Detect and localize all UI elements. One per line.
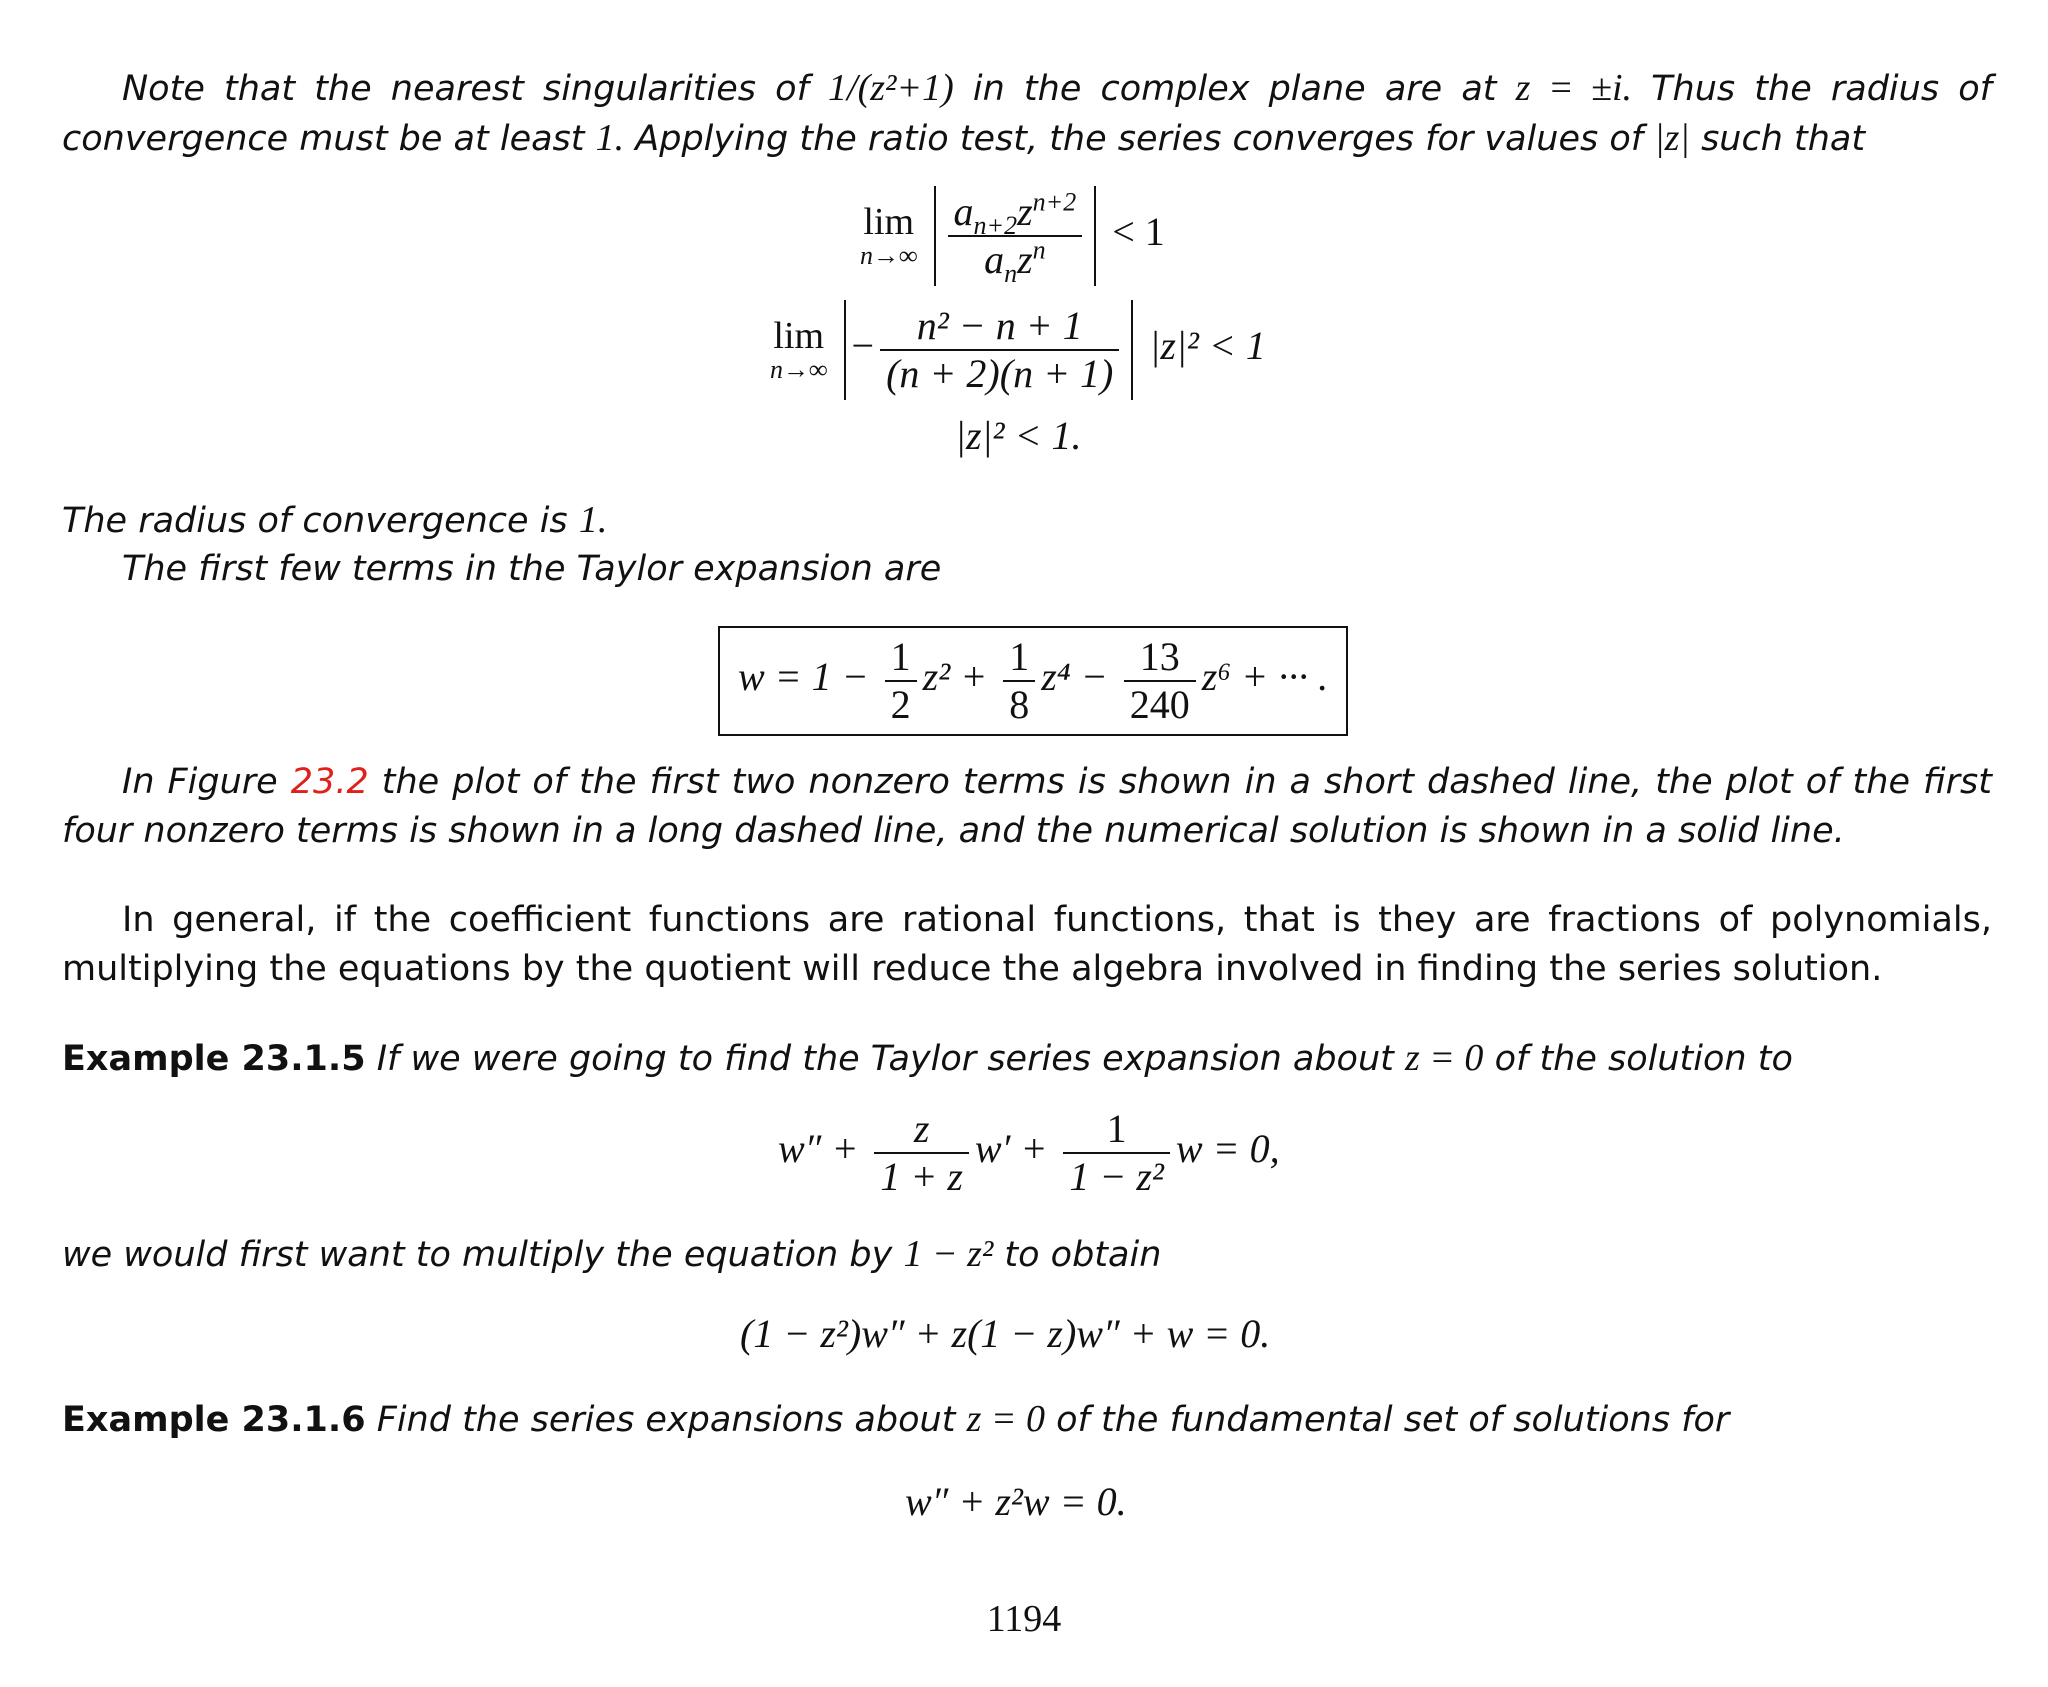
example-label: Example 23.1.5 [62,1039,366,1079]
equation-ratio-result: |z|² < 1. [955,413,1082,458]
equation-ode-original: w″ + $\frac{z}{1 + z}$ w′ + $\frac{1}{\text{1 − z²}}$ w = 0, [778,1106,1280,1199]
paragraph-singularities: Note that the nearest singularities of 1/(z²+1) in the complex plane are at z = ±i. Thus the radius of convergence must be at least 1. Applying the ratio test, the series converges for values of |z| such that [62,67,1992,159]
equation-airy: w″ + z²w = 0. [905,1479,1127,1524]
paragraph-rational-functions: In general, if the coefficient functions are rational functions, that is they are fractions of polynomials, multiplying the equations by the quotient will reduce the algebra involved in finding the series solution. [62,900,1992,989]
equation-ratio-simplified: lim n→∞ − $\frac{\text{n² − n + 1}}{(n + 2)(n + 1)}$ |z|² < 1 [770,300,1266,400]
inline-math-z: z = ±i. [1515,67,1633,109]
page-number: 1194 [986,1598,1062,1640]
example-label: Example 23.1.6 [62,1400,366,1440]
inline-math-expr: 1/(z²+1) [828,67,954,109]
paragraph-radius: The radius of convergence is 1. [62,499,608,541]
paragraph-figure-description: In Figure 23.2 the plot of the first two nonzero terms is shown in a short dashed line, the plot of the first four nonzero terms is shown in a long dashed line, and the numerical solution is shown in a solid line. [62,762,1992,851]
equation-ode-multiplied: (1 − z²)w″ + z(1 − z)w″ + w = 0. [740,1311,1271,1356]
equation-ratio-limit: lim n→∞ $\frac{a_{n+2}z^{n+2}}{a_nz^n}$ < 1 [860,187,1165,288]
example-23-1-5-heading: Example 23.1.5 If we were going to find the Taylor series expansion about z = 0 of the solution to [62,1037,1793,1079]
figure-reference-link[interactable]: 23.2 [290,762,369,802]
boxed-taylor-expansion: w = 1 − $\frac{1}{2}$ z² + $\frac{1}{8}$ z⁴ − $\frac{13}{240}$ z⁶ + ··· . [718,626,1348,736]
example-23-1-6-heading: Example 23.1.6 Find the series expansions about z = 0 of the fundamental set of solutions for [62,1398,1730,1440]
paragraph-taylor-intro: The first few terms in the Taylor expansion are [122,549,942,589]
paragraph-multiply: we would first want to multiply the equation by 1 − z² to obtain [62,1233,1162,1275]
